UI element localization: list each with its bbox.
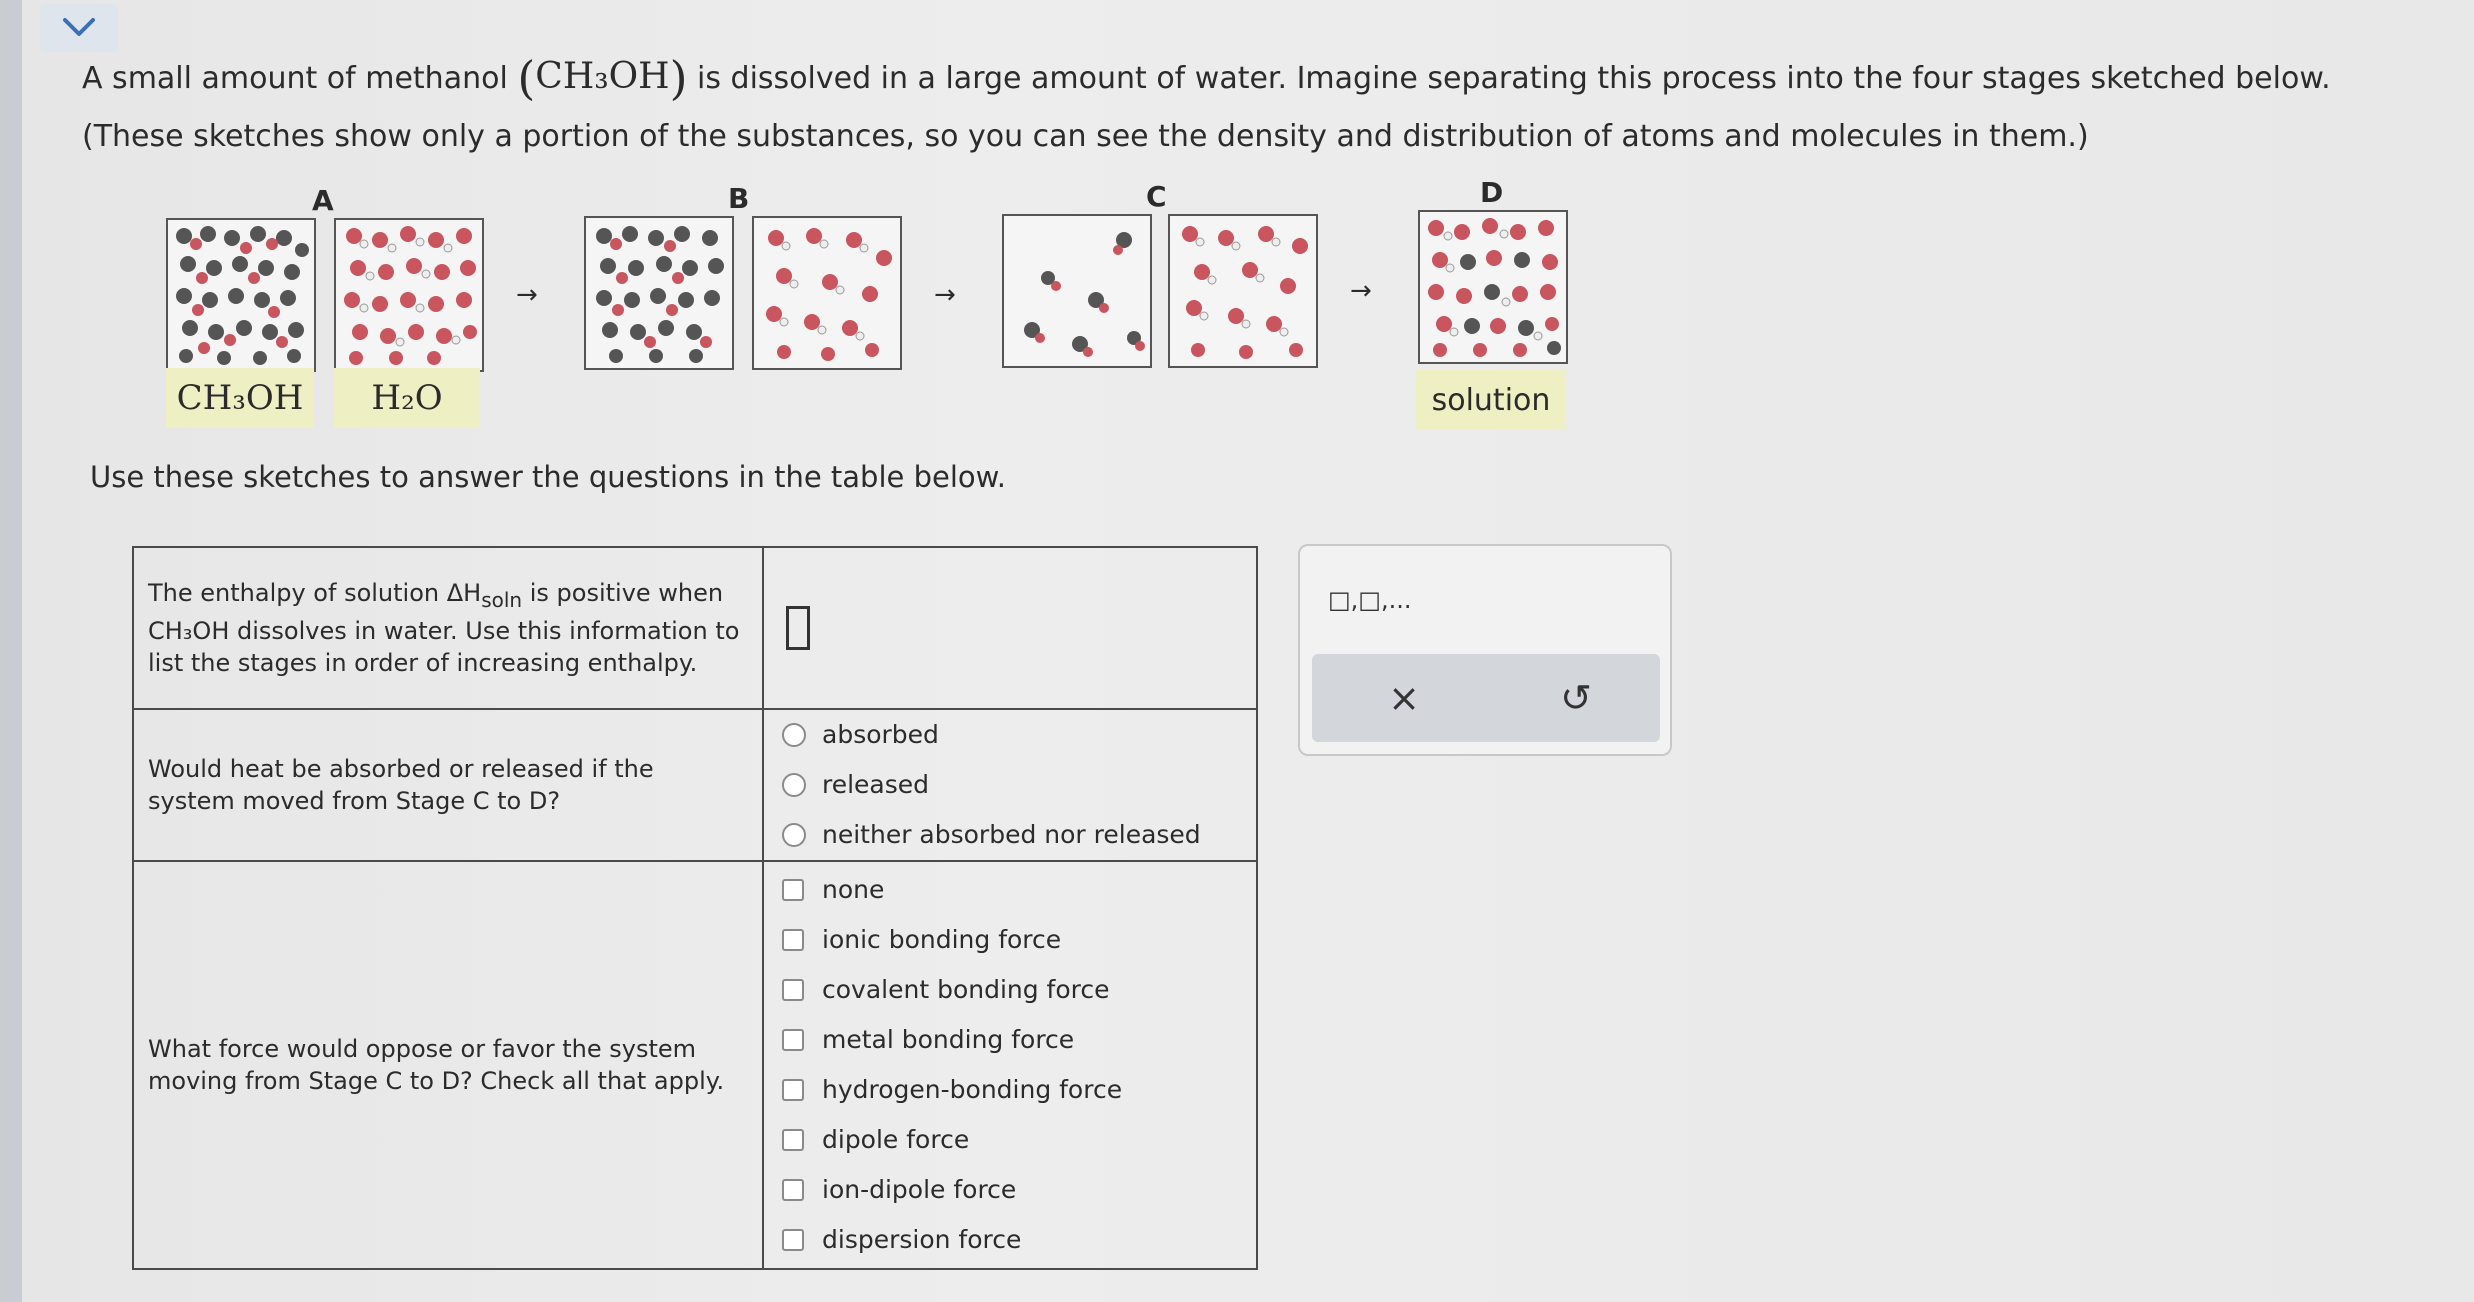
stage-a-methanol-sketch [166,218,316,372]
stage-label-a: A [312,184,334,217]
water-molecules [1170,216,1316,366]
option-none[interactable]: none [782,865,1238,915]
option-ionic-bonding[interactable]: ionic bonding force [782,915,1238,965]
table-row [133,709,1257,861]
undo-button[interactable] [1546,668,1606,728]
stage-b-water-sketch [752,216,902,370]
question-cell: What force would oppose or favor the system moving from Stage C to D? Check all that apply. [133,861,763,1269]
stage-order-input[interactable] [786,606,810,650]
radio-button[interactable] [782,823,806,847]
checkbox[interactable] [782,1079,804,1101]
intro-text: A small amount of methanol (CH₃OH) is dissolved in a large amount of water. Imagine separating this process into the four stages sketched below. (These sketches show only a portion of the substances, so you can see the density and distribution of atoms and molecules in them.) [82,51,2331,154]
methanol-formula: CH₃OH [535,56,670,97]
arrow-a-to-b: → [516,280,538,310]
radio-button[interactable] [782,723,806,747]
stage-c-methanol-sketch [1002,214,1152,368]
question-table [132,546,1258,1270]
checkbox[interactable] [782,879,804,901]
water-molecules [336,220,482,370]
solution-molecules [1420,212,1566,362]
checkbox[interactable] [782,1129,804,1151]
option-released[interactable]: released [782,760,1238,810]
arrow-c-to-d: → [1350,276,1372,306]
question-cell: The enthalpy of solution $\Delta H_{soln}$ is positive when CH₃OH dissolves in water. Use this information to list the stages in order of increasing enthalpy. [133,547,763,709]
table-row [133,547,1257,709]
option-hydrogen-bonding[interactable]: hydrogen-bonding force [782,1065,1238,1115]
tool-actions-bar [1312,654,1660,742]
list-format-button[interactable]: □,□,... [1328,586,1412,614]
radio-button[interactable] [782,773,806,797]
option-absorbed[interactable]: absorbed [782,710,1238,760]
arrow-b-to-c: → [934,280,956,310]
option-metal-bonding[interactable]: metal bonding force [782,1015,1238,1065]
answer-tool-panel [1298,544,1672,756]
methanol-molecules [168,220,314,370]
undo-icon: ↺ [1560,676,1592,720]
methanol-label: CH₃OH [166,368,314,428]
option-covalent-bonding[interactable]: covalent bonding force [782,965,1238,1015]
checkbox[interactable] [782,1029,804,1051]
methanol-molecules [586,218,732,368]
collapse-button[interactable] [40,4,118,52]
close-icon: × [1388,676,1420,720]
checkbox[interactable] [782,1179,804,1201]
stage-c-water-sketch [1168,214,1318,368]
water-molecules [754,218,900,368]
left-strip [0,0,22,1302]
stage-label-b: B [728,182,750,215]
table-row [133,861,1257,1269]
stage-label-c: C [1146,180,1167,213]
question-cell: Would heat be absorbed or released if the system moved from Stage C to D? [133,709,763,861]
clear-button[interactable] [1374,668,1434,728]
instruction-text: Use these sketches to answer the questions in the table below. [90,460,1006,494]
checkbox[interactable] [782,1229,804,1251]
answer-cell [763,709,1257,861]
checkbox[interactable] [782,929,804,951]
chevron-down-icon [59,16,99,40]
stage-a-water-sketch [334,218,484,372]
methanol-molecules [1004,216,1150,366]
stage-b-methanol-sketch [584,216,734,370]
option-dipole[interactable]: dipole force [782,1115,1238,1165]
option-ion-dipole[interactable]: ion-dipole force [782,1165,1238,1215]
answer-cell [763,547,1257,709]
stage-d-solution-sketch [1418,210,1568,364]
water-label: H₂O [334,368,480,428]
option-dispersion[interactable]: dispersion force [782,1215,1238,1265]
answer-cell [763,861,1257,1269]
checkbox[interactable] [782,979,804,1001]
solution-label: solution [1416,370,1566,430]
stage-label-d: D [1480,176,1504,209]
option-neither[interactable]: neither absorbed nor released [782,810,1238,860]
